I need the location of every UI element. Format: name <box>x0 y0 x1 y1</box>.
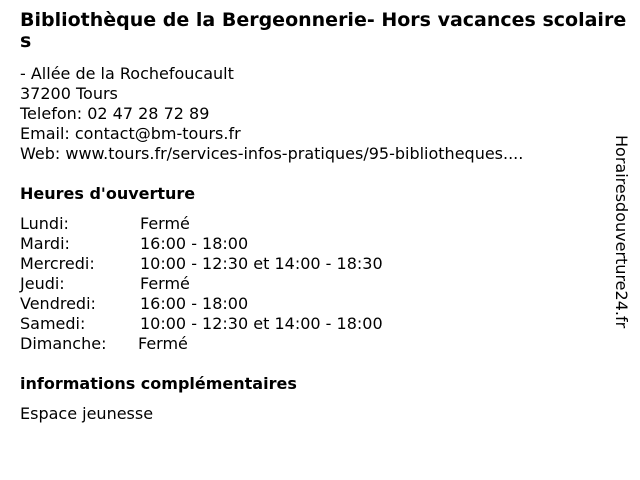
additional-info-text: Espace jeunesse <box>20 404 154 423</box>
city: 37200 Tours <box>20 84 118 103</box>
hours-value: Fermé <box>138 334 188 353</box>
hours-value: 10:00 - 12:30 et 14:00 - 18:30 <box>140 254 383 273</box>
hours-value: 10:00 - 12:30 et 14:00 - 18:00 <box>140 314 383 333</box>
day-label: Vendredi: <box>20 294 96 313</box>
additional-info-heading: informations complémentaires <box>20 374 297 393</box>
website-url: Web: www.tours.fr/services-infos-pratiques/95-bibliotheques.... <box>20 144 524 163</box>
hours-value: 16:00 - 18:00 <box>140 234 249 253</box>
day-label: Jeudi: <box>20 274 65 293</box>
hours-value: 16:00 - 18:00 <box>140 294 249 313</box>
street-address: - Allée de la Rochefoucault <box>20 64 234 83</box>
day-label: Dimanche: <box>20 334 107 353</box>
address-block <box>20 64 523 164</box>
day-label: Samedi: <box>20 314 86 333</box>
site-watermark: Horairesdouverture24.fr <box>612 135 631 329</box>
day-label: Mercredi: <box>20 254 95 273</box>
phone-number: Telefon: 02 47 28 72 89 <box>20 104 210 123</box>
day-label: Mardi: <box>20 234 70 253</box>
email-address: Email: contact@bm-tours.fr <box>20 124 241 143</box>
hours-value: Fermé <box>140 214 190 233</box>
opening-hours-heading: Heures d'ouverture <box>20 184 196 203</box>
hours-value: Fermé <box>140 274 190 293</box>
day-label: Lundi: <box>20 214 69 233</box>
page-title: Bibliothèque de la Bergeonnerie- Hors vacances scolaires <box>20 9 627 52</box>
